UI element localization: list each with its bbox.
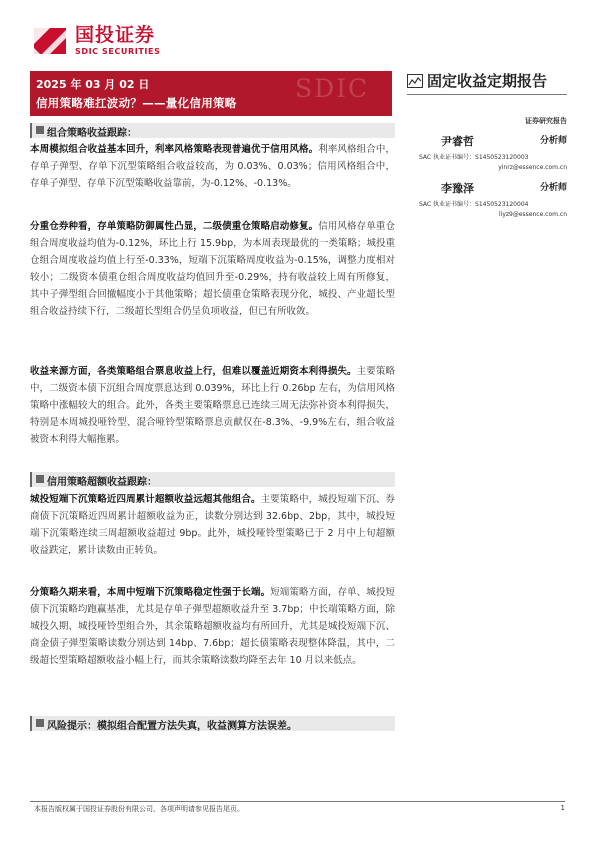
author-name: 李豫泽 xyxy=(441,182,474,195)
page-number: 1 xyxy=(560,804,565,812)
paragraph-text: 短端策略方面，存单、城投短债下沉策略均跑赢基准，尤其是存单子弹型超额收益升至 3.7bp；中长端策略方面，除城投久期、城投哑铃型组合外，其余策略超额收益均有所回升，尤其是城投短端下沉、商金债子弹型策略读数分别达到 14bp、7.6bp；超长债策略表现整体降温，其中，二级超长型策略超额收益小幅上行，而其余策略读数均降至去年 10 月以来低点。 xyxy=(30,587,395,666)
paragraph xyxy=(30,141,395,192)
section-bullet-icon xyxy=(36,475,44,483)
header-divider xyxy=(407,94,567,95)
brand-name-cn: 国投证券 xyxy=(75,24,156,46)
brand-logo xyxy=(30,24,160,58)
paragraph xyxy=(30,363,395,448)
author-cert: SAC 执业证书编号：S1450523120004 xyxy=(419,201,529,208)
paragraph-lead: 本周模拟组合收益基本回升，利率风格策略表现普遍优于信用风格。 xyxy=(30,144,319,155)
paragraph-text: 信用风格存单重仓组合周度收益均值为-0.12%，环比上行 15.9bp，为本周表现最优的一类策略；城投重仓组合周度收益均值上行至-0.33%，短端下沉策略周度收益为-0.15%，调整力度相对较小；二级资本债重仓组合周度收益均值回升至-0.29%，持有收益较上周有所修复，其中子弹型组合回撤幅度小于其他策略；超长债重仓策略表现分化，城投、产业超长型组合收益持续下行，二级超长型组合仍呈负项收益，但已有所收敛。 xyxy=(30,221,395,317)
section-bullet-icon xyxy=(36,126,44,134)
author-role: 分析师 xyxy=(539,136,567,146)
author-cert: SAC 执业证书编号：S1450523120003 xyxy=(419,154,529,161)
copyright-notice: 本报告版权属于国投证券股份有限公司，各项声明请参见报告尾页。 xyxy=(34,805,244,813)
section-title: 信用策略超额收益跟踪： xyxy=(47,477,157,488)
author-name: 尹睿哲 xyxy=(441,135,474,148)
paragraph-text: 利率风格组合中，存单子弹型、存单下沉型策略组合收益较高，为 0.03%、0.03%；信用风格组合中，存单子弹型、存单下沉型策略收益靠前，为-0.12%、-0.13%。 xyxy=(30,144,395,189)
paragraph-text: 主要策略中，二级资本债下沉组合周度票息达到 0.039%，环比上行 0.26bp 左右，为信用风格策略中涨幅较大的组合。此外，各类主要策略票息已连续三周无法弥补资本利得损失，特别是本周城投哑铃型、混合哑铃型策略票息贡献仅在-8.3%、-9.9%左右，组合收益被资本利得大幅拖累。 xyxy=(30,366,395,445)
brand-name-en: SDIC SECURITIES xyxy=(75,47,161,56)
doc-type-label: 固定收益定期报告 xyxy=(427,72,548,90)
report-title: 信用策略难扛波动？——量化信用策略 xyxy=(36,96,237,110)
report-banner xyxy=(30,71,392,116)
paragraph xyxy=(30,218,395,320)
paragraph xyxy=(30,491,395,559)
risk-heading xyxy=(30,716,395,731)
section-heading xyxy=(30,123,395,138)
report-date: 2025 年 03 月 02 日 xyxy=(36,78,150,91)
section-heading xyxy=(30,472,395,487)
paragraph xyxy=(30,584,395,669)
line-chart-icon xyxy=(407,74,423,88)
paragraph-lead: 城投短端下沉策略近四周累计超额收益远超其他组合。 xyxy=(30,494,261,505)
paragraph-lead: 分策略久期来看，本周中短端下沉策略稳定性强于长端。 xyxy=(30,587,271,598)
paragraph-text: 主要策略中，城投短端下沉、券商债下沉策略近四周累计超额收益为正，读数分别达到 32.6bp、2bp，其中，城投短端下沉策略连续三周超额收益超过 9bp。此外，城投哑铃型策略已于 2 月中上旬超额收益跌定，累计读数由正转负。 xyxy=(30,494,395,556)
author-email[interactable]: liyz9@essence.com.cn xyxy=(498,211,567,218)
paragraph-lead: 分重仓券种看，存单策略防御属性凸显，二级债重仓策略启动修复。 xyxy=(30,221,319,232)
author-email[interactable]: yinrz@essence.com.cn xyxy=(498,164,567,171)
page-footer xyxy=(30,801,565,813)
risk-warning: 风险提示：模拟组合配置方法失真，收益测算方法误差。 xyxy=(47,721,297,732)
sdic-logo-icon xyxy=(30,24,70,58)
author-role: 分析师 xyxy=(539,183,567,193)
section-bullet-icon xyxy=(36,719,44,727)
banner-watermark: SDIC xyxy=(295,74,370,103)
section-title: 组合策略收益跟踪： xyxy=(47,128,137,139)
doc-subtype-label: 证券研究报告 xyxy=(525,117,567,125)
paragraph-lead: 收益来源方面，各类策略组合票息收益上行，但难以覆盖近期资本利得损失。 xyxy=(30,366,357,377)
report-type-header xyxy=(407,70,567,125)
